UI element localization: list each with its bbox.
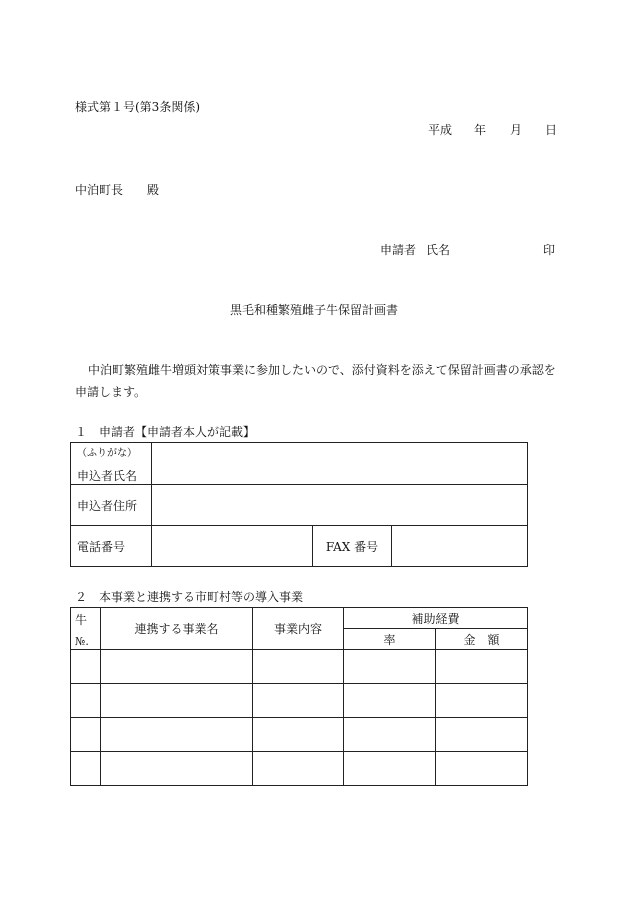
section1-heading: １ 申請者【申請者本人が記載】 <box>75 425 256 439</box>
cell-rate[interactable] <box>344 752 436 786</box>
cell-amount[interactable] <box>436 718 528 752</box>
applicant-name-label-cell <box>71 443 152 485</box>
date-era: 平成 <box>428 123 453 137</box>
applicant-table <box>70 442 528 567</box>
phone-input[interactable] <box>152 526 313 567</box>
rate-header: 率 <box>344 629 436 650</box>
addressee-honorific: 殿 <box>147 183 160 197</box>
phone-label: 電話番号 <box>71 526 152 567</box>
body-text-line1: 中泊町繁殖雌牛増頭対策事業に参加したいので、添付資料を添えて保留計画書の承認を <box>88 363 556 377</box>
applicant-name-label: 氏名 <box>426 243 451 257</box>
date-day: 日 <box>545 123 558 137</box>
cell-rate[interactable] <box>344 684 436 718</box>
cow-no-header <box>71 608 101 650</box>
cell-project-content[interactable] <box>253 650 344 684</box>
table-row <box>71 752 528 786</box>
document-title: 黒毛和種繁殖雌子牛保留計画書 <box>230 303 399 317</box>
applicant-address-label: 申込者住所 <box>71 485 152 526</box>
project-content-header: 事業内容 <box>253 608 344 650</box>
cell-no[interactable] <box>71 752 101 786</box>
date-year: 年 <box>474 123 487 137</box>
cell-amount[interactable] <box>436 650 528 684</box>
no-label: №. <box>75 635 89 648</box>
seal-mark: 印 <box>543 243 556 257</box>
fax-label: FAX 番号 <box>313 526 392 567</box>
linked-projects-table <box>70 607 528 786</box>
applicant-name-row <box>71 443 528 485</box>
cell-project-content[interactable] <box>253 684 344 718</box>
cell-no[interactable] <box>71 718 101 752</box>
applicant-address-input[interactable] <box>152 485 528 526</box>
cow-label: 牛 <box>75 613 88 627</box>
project-name-header: 連携する事業名 <box>101 608 253 650</box>
contact-row <box>71 526 528 567</box>
table-row <box>71 718 528 752</box>
fax-input[interactable] <box>392 526 528 567</box>
cell-project-name[interactable] <box>101 718 253 752</box>
form-number: 様式第１号(第3条関係) <box>75 100 200 114</box>
cell-amount[interactable] <box>436 684 528 718</box>
furigana-label: （ふりがな） <box>77 447 137 459</box>
table-row <box>71 650 528 684</box>
subsidy-header: 補助経費 <box>344 608 528 629</box>
cell-project-content[interactable] <box>253 718 344 752</box>
header-row-1 <box>71 608 528 629</box>
applicant-name-field-label: 申込者氏名 <box>77 468 138 483</box>
cell-project-name[interactable] <box>101 684 253 718</box>
table-row <box>71 684 528 718</box>
cell-rate[interactable] <box>344 718 436 752</box>
addressee-name: 中泊町長 <box>75 183 124 197</box>
cell-project-name[interactable] <box>101 752 253 786</box>
applicant-label: 申請者 <box>380 243 417 257</box>
cell-amount[interactable] <box>436 752 528 786</box>
cell-project-name[interactable] <box>101 650 253 684</box>
cell-no[interactable] <box>71 684 101 718</box>
body-text-line2: 申請します。 <box>75 385 147 399</box>
date-month: 月 <box>510 123 523 137</box>
applicant-address-row <box>71 485 528 526</box>
cell-rate[interactable] <box>344 650 436 684</box>
cell-project-content[interactable] <box>253 752 344 786</box>
cell-no[interactable] <box>71 650 101 684</box>
applicant-name-input[interactable] <box>152 443 528 485</box>
amount-header: 金 額 <box>436 629 528 650</box>
section2-heading: ２ 本事業と連携する市町村等の導入事業 <box>75 590 304 604</box>
